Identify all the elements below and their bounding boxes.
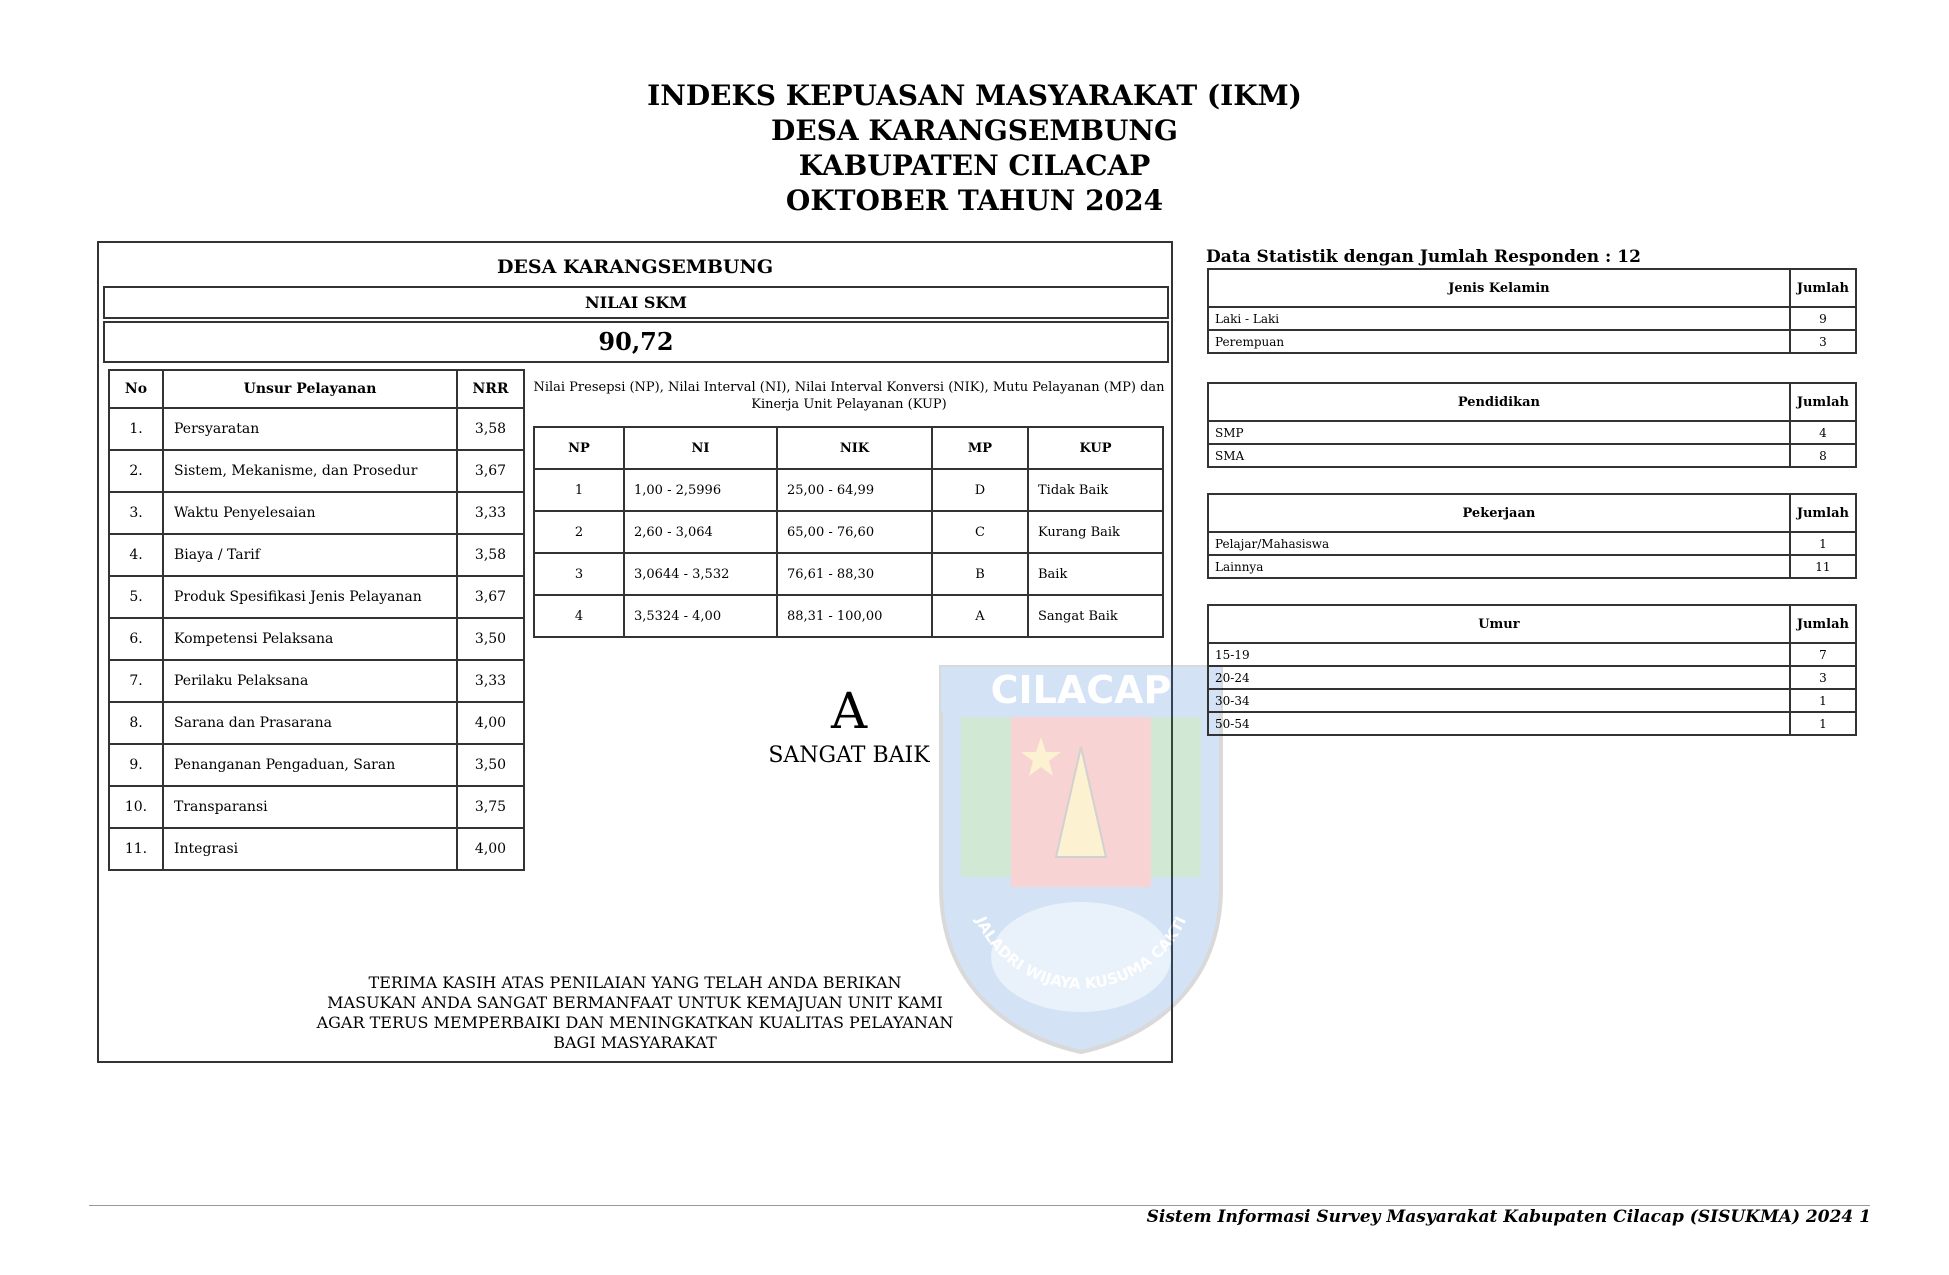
result-grade: A: [830, 682, 868, 740]
row-unsur: Persyaratan: [163, 408, 457, 450]
col-age: Umur: [1208, 605, 1790, 643]
col-ni: NI: [624, 427, 777, 469]
row-value: 3: [1790, 330, 1856, 353]
table-row: [1208, 555, 1856, 578]
title-line-3: KABUPATEN CILACAP: [798, 149, 1151, 182]
row-label: 30-34: [1208, 689, 1790, 712]
row-kup: Baik: [1028, 553, 1163, 595]
col-jumlah: Jumlah: [1790, 383, 1856, 421]
row-label: 50-54: [1208, 712, 1790, 735]
table-row: [534, 511, 1163, 553]
row-unsur: Integrasi: [163, 828, 457, 870]
row-no: 9.: [109, 744, 163, 786]
row-ni: 3,0644 - 3,532: [624, 553, 777, 595]
np-interval-table: [533, 426, 1164, 638]
table-row: [109, 744, 524, 786]
table-row: [109, 408, 524, 450]
table-row: [1208, 712, 1856, 735]
table-row: [1208, 689, 1856, 712]
table-row: [1208, 666, 1856, 689]
row-value: 3: [1790, 666, 1856, 689]
col-job: Pekerjaan: [1208, 494, 1790, 532]
row-nrr: 4,00: [457, 828, 524, 870]
row-value: 9: [1790, 307, 1856, 330]
village-title: DESA KARANGSEMBUNG: [496, 256, 774, 278]
title-line-2: DESA KARANGSEMBUNG: [771, 114, 1178, 147]
row-no: 5.: [109, 576, 163, 618]
col-mp: MP: [932, 427, 1028, 469]
row-np: 4: [534, 595, 624, 637]
table-row: [1208, 532, 1856, 555]
table-row: [109, 492, 524, 534]
row-unsur: Kompetensi Pelaksana: [163, 618, 457, 660]
gender-table: [1207, 268, 1857, 354]
table-row: [109, 576, 524, 618]
row-nrr: 3,50: [457, 744, 524, 786]
col-jumlah: Jumlah: [1790, 494, 1856, 532]
thank-you-message: [99, 973, 1171, 1053]
thanks-line-1: TERIMA KASIH ATAS PENILAIAN YANG TELAH ANDA BERIKAN: [368, 973, 902, 992]
col-unsur: Unsur Pelayanan: [163, 370, 457, 408]
row-label: Pelajar/Mahasiswa: [1208, 532, 1790, 555]
row-np: 2: [534, 511, 624, 553]
row-unsur: Produk Spesifikasi Jenis Pelayanan: [163, 576, 457, 618]
row-nik: 76,61 - 88,30: [777, 553, 932, 595]
table-row: [109, 660, 524, 702]
row-value: 1: [1790, 532, 1856, 555]
thanks-line-2: MASUKAN ANDA SANGAT BERMANFAAT UNTUK KEMAJUAN UNIT KAMI: [327, 993, 943, 1012]
row-nrr: 3,33: [457, 492, 524, 534]
row-label: 20-24: [1208, 666, 1790, 689]
table-row: [1208, 643, 1856, 666]
row-ni: 3,5324 - 4,00: [624, 595, 777, 637]
row-value: 4: [1790, 421, 1856, 444]
row-np: 1: [534, 469, 624, 511]
row-nrr: 3,58: [457, 534, 524, 576]
result-label: SANGAT BAIK: [768, 743, 930, 768]
col-jumlah: Jumlah: [1790, 605, 1856, 643]
row-label: Perempuan: [1208, 330, 1790, 353]
row-no: 11.: [109, 828, 163, 870]
row-mp: A: [932, 595, 1028, 637]
row-unsur: Waktu Penyelesaian: [163, 492, 457, 534]
np-description: Nilai Presepsi (NP), Nilai Interval (NI), Nilai Interval Konversi (NIK), Mutu Pelayanan (MP) dan Kinerja Unit Pelayanan (KUP): [533, 380, 1165, 412]
svg-text:CILACAP: CILACAP: [990, 668, 1172, 712]
row-unsur: Penanganan Pengaduan, Saran: [163, 744, 457, 786]
row-no: 3.: [109, 492, 163, 534]
table-row: [109, 534, 524, 576]
row-mp: B: [932, 553, 1028, 595]
col-no: No: [109, 370, 163, 408]
table-row: [534, 469, 1163, 511]
table-row: [1208, 421, 1856, 444]
table-row: [534, 595, 1163, 637]
thanks-line-4: BAGI MASYARAKAT: [553, 1033, 717, 1052]
title-line-1: INDEKS KEPUASAN MASYARAKAT (IKM): [647, 79, 1302, 112]
table-row: [1208, 330, 1856, 353]
table-row: [1208, 444, 1856, 467]
job-table: [1207, 493, 1857, 579]
row-nrr: 3,67: [457, 450, 524, 492]
row-label: 15-19: [1208, 643, 1790, 666]
skm-value: 90,72: [103, 321, 1169, 363]
title-line-4: OKTOBER TAHUN 2024: [785, 184, 1164, 217]
row-no: 2.: [109, 450, 163, 492]
table-row: [534, 553, 1163, 595]
row-mp: C: [932, 511, 1028, 553]
table-header-row: [1208, 494, 1856, 532]
row-label: SMA: [1208, 444, 1790, 467]
col-nrr: NRR: [457, 370, 524, 408]
report-title: [0, 78, 1949, 218]
svg-text:JALADRI WIJAYA KUSUMA CAKTI: JALADRI WIJAYA KUSUMA CAKTI: [972, 913, 1190, 993]
table-row: [109, 450, 524, 492]
row-unsur: Biaya / Tarif: [163, 534, 457, 576]
row-ni: 1,00 - 2,5996: [624, 469, 777, 511]
col-gender: Jenis Kelamin: [1208, 269, 1790, 307]
row-unsur: Transparansi: [163, 786, 457, 828]
row-no: 4.: [109, 534, 163, 576]
row-value: 7: [1790, 643, 1856, 666]
row-value: 1: [1790, 712, 1856, 735]
footer-divider: [89, 1205, 1870, 1206]
skm-summary-panel: [97, 241, 1190, 1063]
row-unsur: Perilaku Pelaksana: [163, 660, 457, 702]
table-row: [1208, 307, 1856, 330]
row-nrr: 3,50: [457, 618, 524, 660]
row-label: Lainnya: [1208, 555, 1790, 578]
col-np: NP: [534, 427, 624, 469]
footer-text: Sistem Informasi Survey Masyarakat Kabupaten Cilacap (SISUKMA) 2024 1: [1146, 1207, 1871, 1227]
col-nik: NIK: [777, 427, 932, 469]
age-table: [1207, 604, 1857, 736]
table-row: [109, 618, 524, 660]
row-nrr: 4,00: [457, 702, 524, 744]
row-unsur: Sarana dan Prasarana: [163, 702, 457, 744]
table-row: [109, 702, 524, 744]
col-jumlah: Jumlah: [1790, 269, 1856, 307]
row-no: 8.: [109, 702, 163, 744]
table-row: [109, 828, 524, 870]
row-nrr: 3,58: [457, 408, 524, 450]
table-header-row: [1208, 269, 1856, 307]
row-no: 6.: [109, 618, 163, 660]
row-no: 10.: [109, 786, 163, 828]
row-label: SMP: [1208, 421, 1790, 444]
table-header-row: [534, 427, 1163, 469]
row-nik: 25,00 - 64,99: [777, 469, 932, 511]
row-nrr: 3,33: [457, 660, 524, 702]
row-unsur: Sistem, Mekanisme, dan Prosedur: [163, 450, 457, 492]
row-label: Laki - Laki: [1208, 307, 1790, 330]
row-no: 7.: [109, 660, 163, 702]
row-value: 1: [1790, 689, 1856, 712]
education-table: [1207, 382, 1857, 468]
row-ni: 2,60 - 3,064: [624, 511, 777, 553]
row-nik: 65,00 - 76,60: [777, 511, 932, 553]
row-mp: D: [932, 469, 1028, 511]
row-kup: Sangat Baik: [1028, 595, 1163, 637]
col-education: Pendidikan: [1208, 383, 1790, 421]
table-header-row: [109, 370, 524, 408]
thanks-line-3: AGAR TERUS MEMPERBAIKI DAN MENINGKATKAN KUALITAS PELAYANAN: [316, 1013, 954, 1032]
row-kup: Tidak Baik: [1028, 469, 1163, 511]
row-value: 11: [1790, 555, 1856, 578]
table-header-row: [1208, 605, 1856, 643]
service-elements-table: [108, 369, 525, 871]
row-no: 1.: [109, 408, 163, 450]
row-value: 8: [1790, 444, 1856, 467]
table-header-row: [1208, 383, 1856, 421]
statistics-title: Data Statistik dengan Jumlah Responden : 12: [1206, 247, 1641, 267]
row-kup: Kurang Baik: [1028, 511, 1163, 553]
row-nrr: 3,67: [457, 576, 524, 618]
row-nik: 88,31 - 100,00: [777, 595, 932, 637]
table-row: [109, 786, 524, 828]
skm-label: NILAI SKM: [103, 286, 1169, 319]
row-np: 3: [534, 553, 624, 595]
col-kup: KUP: [1028, 427, 1163, 469]
row-nrr: 3,75: [457, 786, 524, 828]
